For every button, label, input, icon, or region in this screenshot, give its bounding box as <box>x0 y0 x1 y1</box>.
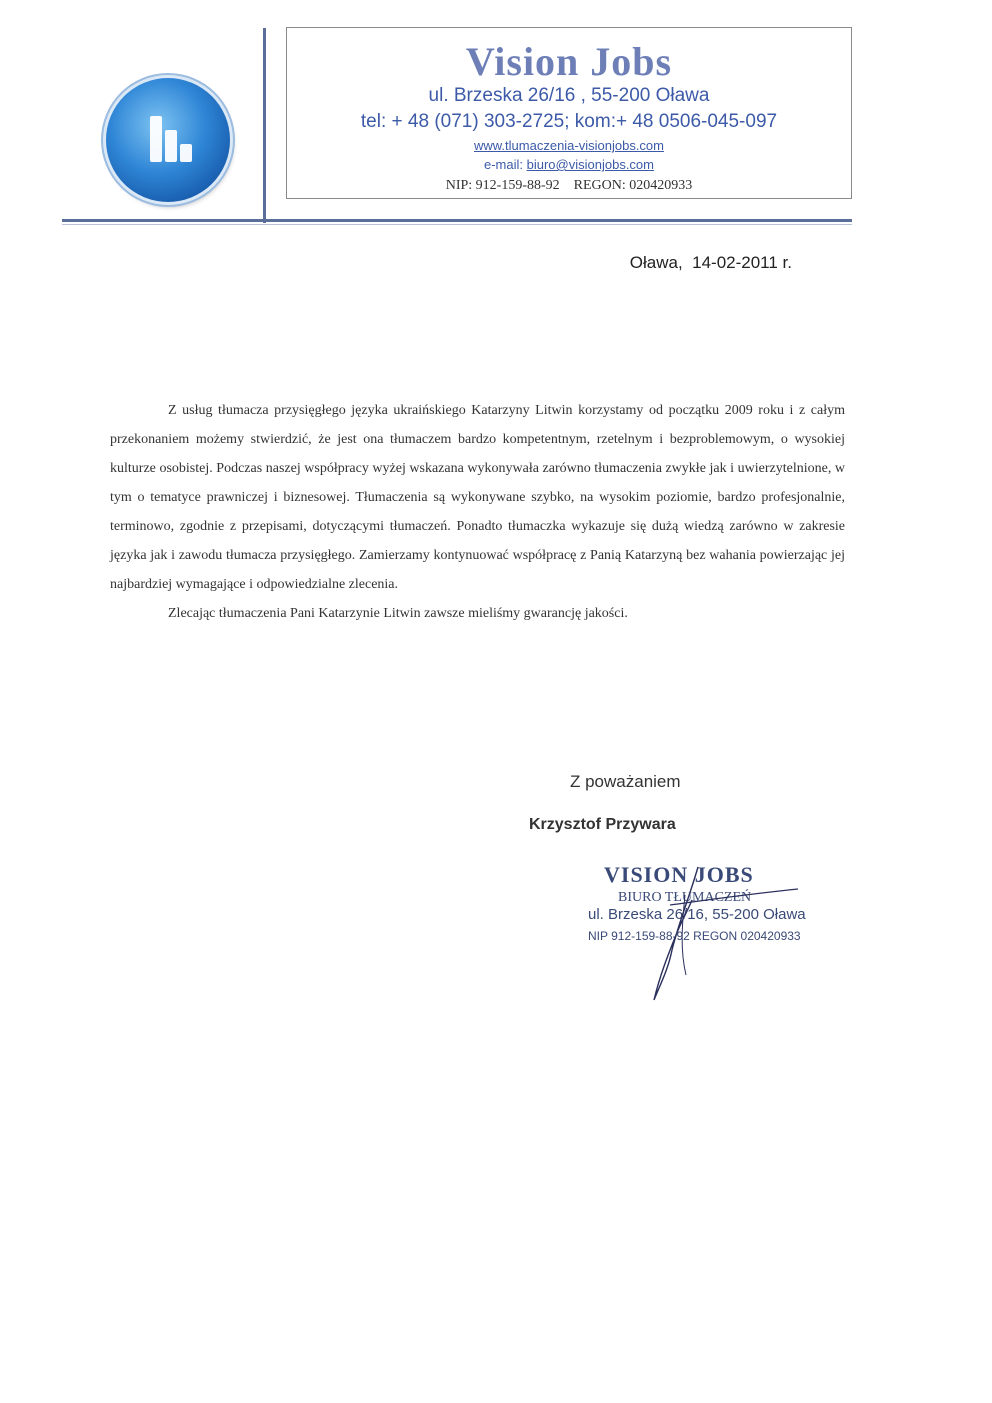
body-paragraph-1: Z usług tłumacza przysięgłego języka ukraińskiego Katarzyny Litwin korzystamy od początku 2009 roku i z całym przekonaniem możemy stwierdzić, że jest ona tłumaczem bardzo kompetentnym, rzetelnym i bezproblemowym, o wysokiej kulturze osobistej. Podczas naszej współpracy wyżej wskazana wykonywała zarówno tłumaczenia zwykłe jak i uwierzytelnione, w tym o tematyce prawniczej i biznesowej. Tłumaczenia są wykonywane szybko, na wysokim poziomie, bardzo profesjonalnie, terminowo, zgodnie z przepisami, dotyczącymi tłumaczeń. Ponadto tłumaczka wykazuje się dużą wiedzą zarówno w zakresie języka jak i zawodu tłumacza przysięgłego. Zamierzamy kontynuować współpracę z Panią Katarzyną bez wahania powierzając jej najbardziej wymagające i odpowiedzialne zlecenia. <box>110 403 845 592</box>
closing-regards: Z poważaniem <box>570 772 681 791</box>
letter-date: Oława, 14-02-2011 r. <box>629 253 792 272</box>
company-address: ul. Brzeska 26/16 , 55-200 Oława <box>428 85 710 106</box>
body-paragraph-2: Zlecając tłumaczenia Pani Katarzynie Litwin zawsze mieliśmy gwarancję jakości. <box>168 606 628 621</box>
company-email <box>286 157 852 172</box>
stamp-nip: NIP 912-159-88-92 REGON 020420933 <box>588 929 801 943</box>
email-label: e-mail: <box>484 157 527 172</box>
letter-body <box>110 396 845 628</box>
email-link[interactable]: biuro@visionjobs.com <box>526 157 654 172</box>
header-horizontal-divider <box>62 219 852 222</box>
signer-name: Krzysztof Przywara <box>529 816 676 833</box>
stamp-address: ul. Brzeska 26/16, 55-200 Oława <box>588 906 806 923</box>
header-vertical-divider <box>263 28 266 223</box>
company-logo-icon <box>106 78 230 202</box>
stamp-subtitle: BIURO TŁUMACZEŃ <box>618 890 752 905</box>
company-phone: tel: + 48 (071) 303-2725; kom:+ 48 0506-045-097 <box>360 111 778 132</box>
handwritten-signature <box>630 855 810 1005</box>
company-website-link[interactable]: www.tlumaczenia-visionjobs.com <box>473 138 664 153</box>
company-nip-regon: NIP: 912-159-88-92 REGON: 020420933 <box>445 178 693 193</box>
company-name: Vision Jobs <box>465 39 673 84</box>
stamp-company-name: VISION JOBS <box>604 862 754 887</box>
header-horizontal-divider-thin <box>62 224 852 225</box>
